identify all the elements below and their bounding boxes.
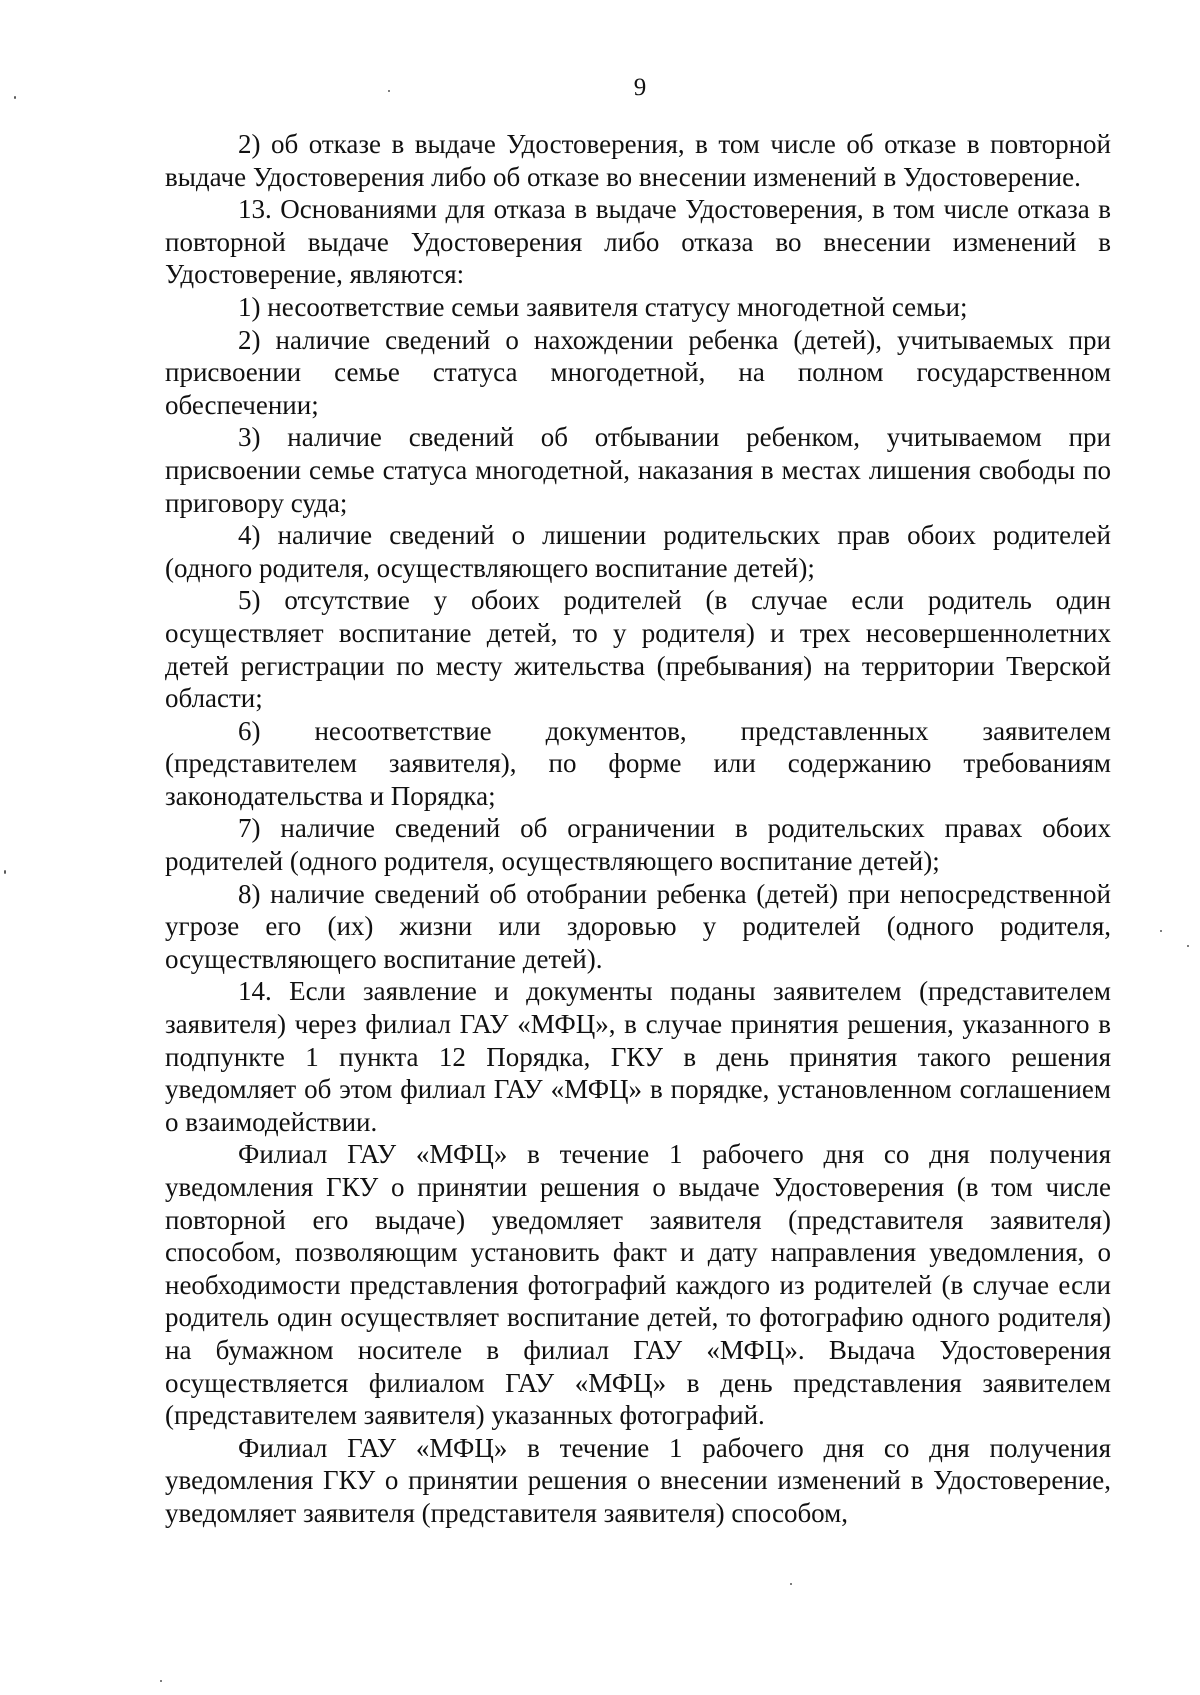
document-body — [165, 128, 1111, 1530]
page-number: 9 — [633, 74, 647, 101]
scan-speck — [160, 1680, 162, 1682]
scan-speck — [1187, 945, 1189, 947]
paragraph-13-item-3: 3) наличие сведений об отбывании ребенком, учитываемом при присвоении семье статуса многодетной, наказания в местах лишения свободы по приговору суда; — [165, 422, 1111, 518]
scan-speck — [14, 96, 16, 99]
scan-speck — [1160, 930, 1162, 932]
paragraph-13-item-7: 7) наличие сведений об ограничении в родительских правах обоих родителей (одного родителя, осуществляющего воспитание детей); — [165, 813, 1111, 877]
paragraph-13-item-4: 4) наличие сведений о лишении родительских прав обоих родителей (одного родителя, осуществляющего воспитание детей); — [165, 520, 1111, 583]
paragraph-13-item-8: 8) наличие сведений об отобрании ребенка (детей) при непосредственной угрозе его (их) жизни или здоровью у родителей (одного родителя, осуществляющего воспитание детей). — [165, 878, 1111, 974]
scan-speck — [790, 1583, 792, 1585]
paragraph-14-branch-issuance: Филиал ГАУ «МФЦ» в течение 1 рабочего дня со дня получения уведомления ГКУ о принятии решения о выдаче Удостоверения (в том числе повторной его выдаче) уведомляет заявителя (представителя заявителя) способом, позволяющим установить факт и дату направления уведомления, о необходимости представления фотографий каждого из родителей (в случае если родитель один осуществляет воспитание детей, то фотографию одного родителя) на бумажном носителе в филиал ГАУ «МФЦ». Выдача Удостоверения осуществляется филиалом ГАУ «МФЦ» в день представления заявителем (представителем заявителя) указанных фотографий. — [165, 1139, 1111, 1431]
paragraph-14-branch-changes: Филиал ГАУ «МФЦ» в течение 1 рабочего дня со дня получения уведомления ГКУ о принятии решения о внесении изменений в Удостоверение, уведомляет заявителя (представителя заявителя) способом, — [165, 1432, 1111, 1528]
scan-speck — [4, 870, 6, 874]
paragraph-13-item-1: 1) несоответствие семьи заявителя статусу многодетной семьи; — [238, 291, 968, 322]
paragraph-item-2-refusal: 2) об отказе в выдаче Удостоверения, в том числе об отказе в повторной выдаче Удостоверения либо об отказе во внесении изменений в Удостоверение. — [165, 129, 1111, 192]
paragraph-13-item-2: 2) наличие сведений о нахождении ребенка (детей), учитываемых при присвоении семье статуса многодетной, на полном государственном обеспечении; — [165, 324, 1111, 420]
paragraph-13-item-5: 5) отсутствие у обоих родителей (в случае если родитель один осуществляет воспитание детей, то у родителя) и трех несовершеннолетних детей регистрации по месту жительства (пребывания) на территории Тверской области; — [165, 585, 1111, 714]
paragraph-13-item-6: 6) несоответствие документов, представленных заявителем (представителем заявителя), по форме или содержанию требованиям законодательства и Порядка; — [165, 715, 1111, 811]
paragraph-14: 14. Если заявление и документы поданы заявителем (представителем заявителя) через филиал ГАУ «МФЦ», в случае принятия решения, указанного в подпункте 1 пункта 12 Порядка, ГКУ в день принятия такого решения уведомляет об этом филиал ГАУ «МФЦ» в порядке, установленном соглашением о взаимодействии. — [165, 976, 1111, 1137]
paragraph-13-grounds: 13. Основаниями для отказа в выдаче Удостоверения, в том числе отказа в повторной выдаче Удостоверения либо отказа во внесении изменений в Удостоверение, являются: — [165, 194, 1111, 290]
scan-speck — [388, 90, 390, 92]
